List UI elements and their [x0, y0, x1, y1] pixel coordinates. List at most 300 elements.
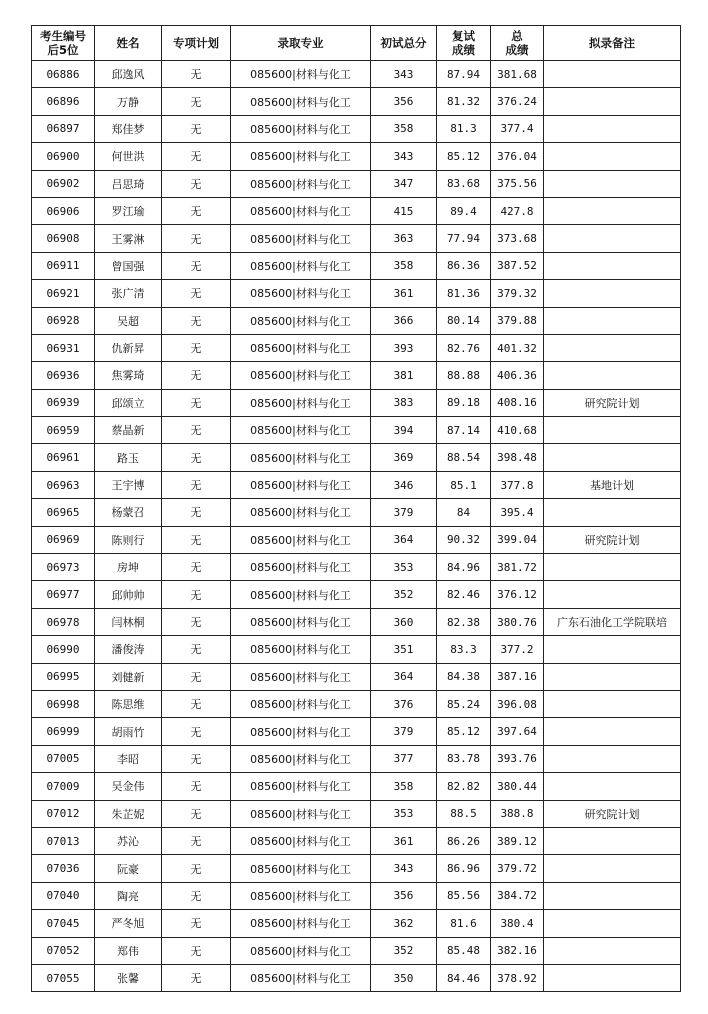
- table-row: [32, 417, 681, 444]
- cell-name: 吴金伟: [95, 773, 162, 800]
- cell-special-plan: 无: [162, 800, 231, 827]
- cell-total-score: 410.68: [491, 417, 544, 444]
- cell-prelim-total: 383: [371, 389, 437, 416]
- cell-retest-score: 84: [437, 499, 491, 526]
- cell-name: 苏沁: [95, 827, 162, 854]
- cell-special-plan: 无: [162, 745, 231, 772]
- table-header: [32, 26, 681, 61]
- header-retest-score: 复试 成绩: [437, 26, 491, 61]
- cell-total-score: 389.12: [491, 827, 544, 854]
- cell-name: 郑佳梦: [95, 115, 162, 142]
- cell-prelim-total: 366: [371, 307, 437, 334]
- cell-candidate-id: 07036: [32, 855, 95, 882]
- cell-prelim-total: 415: [371, 197, 437, 224]
- table-row: [32, 800, 681, 827]
- cell-prelim-total: 358: [371, 773, 437, 800]
- cell-retest-score: 85.12: [437, 718, 491, 745]
- cell-retest-score: 85.48: [437, 937, 491, 964]
- cell-prelim-total: 376: [371, 690, 437, 717]
- table-row: [32, 745, 681, 772]
- cell-remark: [544, 718, 681, 745]
- cell-prelim-total: 394: [371, 417, 437, 444]
- cell-total-score: 398.48: [491, 444, 544, 471]
- cell-retest-score: 89.18: [437, 389, 491, 416]
- cell-prelim-total: 343: [371, 855, 437, 882]
- cell-total-score: 384.72: [491, 882, 544, 909]
- cell-remark: [544, 910, 681, 937]
- cell-prelim-total: 364: [371, 526, 437, 553]
- table-row: [32, 718, 681, 745]
- cell-remark: 基地计划: [544, 471, 681, 498]
- cell-remark: [544, 937, 681, 964]
- cell-major: 085600|材料与化工: [231, 61, 371, 88]
- cell-retest-score: 83.3: [437, 636, 491, 663]
- cell-special-plan: 无: [162, 910, 231, 937]
- cell-special-plan: 无: [162, 827, 231, 854]
- table-row: [32, 280, 681, 307]
- cell-special-plan: 无: [162, 307, 231, 334]
- cell-remark: [544, 115, 681, 142]
- table-row: [32, 225, 681, 252]
- cell-name: 王雾淋: [95, 225, 162, 252]
- cell-major: 085600|材料与化工: [231, 444, 371, 471]
- cell-remark: [544, 773, 681, 800]
- cell-candidate-id: 06977: [32, 581, 95, 608]
- cell-major: 085600|材料与化工: [231, 143, 371, 170]
- cell-prelim-total: 358: [371, 115, 437, 142]
- cell-prelim-total: 350: [371, 964, 437, 991]
- cell-special-plan: 无: [162, 499, 231, 526]
- cell-retest-score: 85.12: [437, 143, 491, 170]
- cell-special-plan: 无: [162, 389, 231, 416]
- cell-name: 严冬旭: [95, 910, 162, 937]
- table-row: [32, 773, 681, 800]
- cell-total-score: 406.36: [491, 362, 544, 389]
- cell-name: 吴超: [95, 307, 162, 334]
- cell-name: 张广清: [95, 280, 162, 307]
- cell-name: 陈思维: [95, 690, 162, 717]
- cell-major: 085600|材料与化工: [231, 362, 371, 389]
- header-name: 姓名: [95, 26, 162, 61]
- table-row: [32, 61, 681, 88]
- cell-retest-score: 81.6: [437, 910, 491, 937]
- cell-retest-score: 83.68: [437, 170, 491, 197]
- cell-major: 085600|材料与化工: [231, 417, 371, 444]
- cell-prelim-total: 353: [371, 800, 437, 827]
- cell-remark: [544, 143, 681, 170]
- cell-special-plan: 无: [162, 225, 231, 252]
- cell-name: 万静: [95, 88, 162, 115]
- cell-prelim-total: 343: [371, 61, 437, 88]
- cell-major: 085600|材料与化工: [231, 745, 371, 772]
- cell-name: 郑伟: [95, 937, 162, 964]
- cell-special-plan: 无: [162, 663, 231, 690]
- cell-candidate-id: 07009: [32, 773, 95, 800]
- cell-remark: [544, 882, 681, 909]
- header-prelim-total: 初试总分: [371, 26, 437, 61]
- cell-prelim-total: 343: [371, 143, 437, 170]
- cell-candidate-id: 07005: [32, 745, 95, 772]
- cell-remark: [544, 252, 681, 279]
- cell-total-score: 379.88: [491, 307, 544, 334]
- table-row: [32, 663, 681, 690]
- cell-name: 蔡晶新: [95, 417, 162, 444]
- cell-remark: [544, 444, 681, 471]
- cell-retest-score: 88.54: [437, 444, 491, 471]
- cell-retest-score: 86.96: [437, 855, 491, 882]
- cell-special-plan: 无: [162, 417, 231, 444]
- cell-retest-score: 86.36: [437, 252, 491, 279]
- cell-total-score: 375.56: [491, 170, 544, 197]
- cell-prelim-total: 352: [371, 581, 437, 608]
- cell-retest-score: 88.5: [437, 800, 491, 827]
- header-special-plan: 专项计划: [162, 26, 231, 61]
- cell-name: 杨蒙召: [95, 499, 162, 526]
- cell-prelim-total: 377: [371, 745, 437, 772]
- cell-retest-score: 84.96: [437, 554, 491, 581]
- cell-candidate-id: 06939: [32, 389, 95, 416]
- table-row: [32, 444, 681, 471]
- cell-prelim-total: 356: [371, 88, 437, 115]
- cell-name: 刘健新: [95, 663, 162, 690]
- cell-remark: [544, 362, 681, 389]
- cell-name: 曾国强: [95, 252, 162, 279]
- cell-remark: [544, 225, 681, 252]
- cell-candidate-id: 06998: [32, 690, 95, 717]
- header-total-score: 总 成绩: [491, 26, 544, 61]
- cell-remark: [544, 636, 681, 663]
- cell-total-score: 380.44: [491, 773, 544, 800]
- table-row: [32, 964, 681, 991]
- cell-candidate-id: 06965: [32, 499, 95, 526]
- cell-name: 路玉: [95, 444, 162, 471]
- cell-candidate-id: 06969: [32, 526, 95, 553]
- cell-major: 085600|材料与化工: [231, 225, 371, 252]
- cell-prelim-total: 360: [371, 608, 437, 635]
- cell-special-plan: 无: [162, 362, 231, 389]
- cell-name: 闫林桐: [95, 608, 162, 635]
- cell-major: 085600|材料与化工: [231, 937, 371, 964]
- cell-candidate-id: 06900: [32, 143, 95, 170]
- cell-major: 085600|材料与化工: [231, 690, 371, 717]
- cell-retest-score: 82.46: [437, 581, 491, 608]
- cell-retest-score: 88.88: [437, 362, 491, 389]
- cell-major: 085600|材料与化工: [231, 663, 371, 690]
- cell-total-score: 381.68: [491, 61, 544, 88]
- table-row: [32, 636, 681, 663]
- cell-prelim-total: 361: [371, 827, 437, 854]
- table-row: [32, 362, 681, 389]
- cell-total-score: 387.16: [491, 663, 544, 690]
- table-body: [32, 61, 681, 992]
- cell-remark: [544, 964, 681, 991]
- cell-retest-score: 90.32: [437, 526, 491, 553]
- cell-special-plan: 无: [162, 444, 231, 471]
- cell-name: 阮豪: [95, 855, 162, 882]
- cell-remark: [544, 663, 681, 690]
- table-row: [32, 937, 681, 964]
- cell-retest-score: 83.78: [437, 745, 491, 772]
- cell-name: 焦雾琦: [95, 362, 162, 389]
- cell-prelim-total: 379: [371, 718, 437, 745]
- table-row: [32, 499, 681, 526]
- cell-special-plan: 无: [162, 170, 231, 197]
- cell-total-score: 376.04: [491, 143, 544, 170]
- cell-total-score: 378.92: [491, 964, 544, 991]
- cell-total-score: 377.2: [491, 636, 544, 663]
- table-row: [32, 855, 681, 882]
- cell-special-plan: 无: [162, 937, 231, 964]
- cell-candidate-id: 07040: [32, 882, 95, 909]
- cell-remark: [544, 170, 681, 197]
- table-row: [32, 115, 681, 142]
- cell-remark: 研究院计划: [544, 800, 681, 827]
- cell-name: 王宇博: [95, 471, 162, 498]
- cell-candidate-id: 06921: [32, 280, 95, 307]
- cell-retest-score: 82.38: [437, 608, 491, 635]
- cell-major: 085600|材料与化工: [231, 115, 371, 142]
- cell-special-plan: 无: [162, 608, 231, 635]
- cell-candidate-id: 07045: [32, 910, 95, 937]
- cell-major: 085600|材料与化工: [231, 471, 371, 498]
- cell-total-score: 427.8: [491, 197, 544, 224]
- cell-retest-score: 84.38: [437, 663, 491, 690]
- cell-retest-score: 89.4: [437, 197, 491, 224]
- cell-total-score: 377.8: [491, 471, 544, 498]
- table-row: [32, 307, 681, 334]
- header-candidate-id: 考生编号 后5位: [32, 26, 95, 61]
- cell-major: 085600|材料与化工: [231, 170, 371, 197]
- cell-remark: 广东石油化工学院联培: [544, 608, 681, 635]
- cell-major: 085600|材料与化工: [231, 197, 371, 224]
- cell-remark: [544, 499, 681, 526]
- cell-major: 085600|材料与化工: [231, 882, 371, 909]
- cell-name: 李昭: [95, 745, 162, 772]
- cell-remark: [544, 554, 681, 581]
- cell-major: 085600|材料与化工: [231, 581, 371, 608]
- cell-candidate-id: 06911: [32, 252, 95, 279]
- cell-special-plan: 无: [162, 855, 231, 882]
- cell-special-plan: 无: [162, 88, 231, 115]
- cell-major: 085600|材料与化工: [231, 773, 371, 800]
- cell-special-plan: 无: [162, 690, 231, 717]
- table-row: [32, 471, 681, 498]
- cell-major: 085600|材料与化工: [231, 280, 371, 307]
- cell-total-score: 388.8: [491, 800, 544, 827]
- cell-candidate-id: 07012: [32, 800, 95, 827]
- cell-special-plan: 无: [162, 280, 231, 307]
- cell-name: 仇新昇: [95, 334, 162, 361]
- cell-retest-score: 85.24: [437, 690, 491, 717]
- cell-prelim-total: 369: [371, 444, 437, 471]
- cell-total-score: 399.04: [491, 526, 544, 553]
- cell-total-score: 376.12: [491, 581, 544, 608]
- cell-prelim-total: 353: [371, 554, 437, 581]
- cell-retest-score: 77.94: [437, 225, 491, 252]
- cell-major: 085600|材料与化工: [231, 800, 371, 827]
- table-row: [32, 334, 681, 361]
- cell-prelim-total: 346: [371, 471, 437, 498]
- cell-candidate-id: 06995: [32, 663, 95, 690]
- cell-major: 085600|材料与化工: [231, 827, 371, 854]
- table-row: [32, 690, 681, 717]
- cell-prelim-total: 379: [371, 499, 437, 526]
- cell-special-plan: 无: [162, 61, 231, 88]
- header-row: [32, 26, 681, 61]
- cell-candidate-id: 07055: [32, 964, 95, 991]
- cell-major: 085600|材料与化工: [231, 855, 371, 882]
- cell-total-score: 381.72: [491, 554, 544, 581]
- cell-candidate-id: 06928: [32, 307, 95, 334]
- cell-candidate-id: 06973: [32, 554, 95, 581]
- cell-special-plan: 无: [162, 143, 231, 170]
- cell-retest-score: 81.3: [437, 115, 491, 142]
- cell-special-plan: 无: [162, 964, 231, 991]
- cell-total-score: 387.52: [491, 252, 544, 279]
- cell-name: 罗江瑜: [95, 197, 162, 224]
- cell-candidate-id: 06961: [32, 444, 95, 471]
- cell-major: 085600|材料与化工: [231, 718, 371, 745]
- cell-retest-score: 84.46: [437, 964, 491, 991]
- cell-name: 张馨: [95, 964, 162, 991]
- cell-candidate-id: 06936: [32, 362, 95, 389]
- cell-remark: [544, 690, 681, 717]
- cell-major: 085600|材料与化工: [231, 910, 371, 937]
- admission-table: [31, 25, 681, 992]
- cell-special-plan: 无: [162, 554, 231, 581]
- cell-remark: [544, 581, 681, 608]
- cell-major: 085600|材料与化工: [231, 964, 371, 991]
- cell-remark: [544, 745, 681, 772]
- table-row: [32, 554, 681, 581]
- cell-prelim-total: 351: [371, 636, 437, 663]
- table-row: [32, 88, 681, 115]
- table-row: [32, 827, 681, 854]
- table-row: [32, 882, 681, 909]
- cell-candidate-id: 07013: [32, 827, 95, 854]
- cell-special-plan: 无: [162, 882, 231, 909]
- cell-name: 邱逸风: [95, 61, 162, 88]
- cell-special-plan: 无: [162, 252, 231, 279]
- cell-candidate-id: 06908: [32, 225, 95, 252]
- cell-name: 陶亮: [95, 882, 162, 909]
- cell-remark: [544, 307, 681, 334]
- cell-total-score: 380.4: [491, 910, 544, 937]
- cell-major: 085600|材料与化工: [231, 526, 371, 553]
- cell-major: 085600|材料与化工: [231, 307, 371, 334]
- cell-remark: [544, 855, 681, 882]
- cell-candidate-id: 06959: [32, 417, 95, 444]
- cell-major: 085600|材料与化工: [231, 252, 371, 279]
- cell-candidate-id: 06963: [32, 471, 95, 498]
- cell-retest-score: 85.1: [437, 471, 491, 498]
- cell-prelim-total: 358: [371, 252, 437, 279]
- cell-candidate-id: 06902: [32, 170, 95, 197]
- cell-retest-score: 80.14: [437, 307, 491, 334]
- table-row: [32, 526, 681, 553]
- cell-major: 085600|材料与化工: [231, 636, 371, 663]
- cell-special-plan: 无: [162, 718, 231, 745]
- cell-candidate-id: 06897: [32, 115, 95, 142]
- cell-candidate-id: 06886: [32, 61, 95, 88]
- cell-remark: 研究院计划: [544, 389, 681, 416]
- cell-prelim-total: 363: [371, 225, 437, 252]
- cell-special-plan: 无: [162, 581, 231, 608]
- cell-special-plan: 无: [162, 636, 231, 663]
- cell-total-score: 379.32: [491, 280, 544, 307]
- cell-prelim-total: 347: [371, 170, 437, 197]
- cell-prelim-total: 362: [371, 910, 437, 937]
- cell-total-score: 382.16: [491, 937, 544, 964]
- cell-retest-score: 87.94: [437, 61, 491, 88]
- cell-total-score: 379.72: [491, 855, 544, 882]
- cell-prelim-total: 361: [371, 280, 437, 307]
- cell-retest-score: 82.76: [437, 334, 491, 361]
- cell-special-plan: 无: [162, 197, 231, 224]
- cell-prelim-total: 381: [371, 362, 437, 389]
- cell-remark: [544, 280, 681, 307]
- cell-name: 潘俊涛: [95, 636, 162, 663]
- cell-prelim-total: 393: [371, 334, 437, 361]
- header-major: 录取专业: [231, 26, 371, 61]
- cell-total-score: 395.4: [491, 499, 544, 526]
- cell-candidate-id: 06978: [32, 608, 95, 635]
- cell-name: 胡雨竹: [95, 718, 162, 745]
- cell-remark: [544, 197, 681, 224]
- cell-name: 房坤: [95, 554, 162, 581]
- cell-major: 085600|材料与化工: [231, 608, 371, 635]
- table-row: [32, 389, 681, 416]
- cell-remark: 研究院计划: [544, 526, 681, 553]
- cell-remark: [544, 61, 681, 88]
- table-row: [32, 581, 681, 608]
- cell-prelim-total: 364: [371, 663, 437, 690]
- cell-name: 何世洪: [95, 143, 162, 170]
- cell-candidate-id: 06906: [32, 197, 95, 224]
- cell-special-plan: 无: [162, 115, 231, 142]
- cell-retest-score: 85.56: [437, 882, 491, 909]
- cell-total-score: 373.68: [491, 225, 544, 252]
- cell-candidate-id: 07052: [32, 937, 95, 964]
- table-row: [32, 252, 681, 279]
- cell-total-score: 408.16: [491, 389, 544, 416]
- cell-total-score: 377.4: [491, 115, 544, 142]
- cell-major: 085600|材料与化工: [231, 554, 371, 581]
- cell-total-score: 380.76: [491, 608, 544, 635]
- cell-retest-score: 87.14: [437, 417, 491, 444]
- cell-special-plan: 无: [162, 471, 231, 498]
- cell-retest-score: 81.32: [437, 88, 491, 115]
- cell-candidate-id: 06896: [32, 88, 95, 115]
- cell-remark: [544, 88, 681, 115]
- cell-total-score: 376.24: [491, 88, 544, 115]
- cell-total-score: 397.64: [491, 718, 544, 745]
- cell-total-score: 401.32: [491, 334, 544, 361]
- table-row: [32, 910, 681, 937]
- cell-special-plan: 无: [162, 773, 231, 800]
- cell-remark: [544, 334, 681, 361]
- cell-special-plan: 无: [162, 334, 231, 361]
- cell-major: 085600|材料与化工: [231, 334, 371, 361]
- cell-candidate-id: 06931: [32, 334, 95, 361]
- cell-name: 朱芷妮: [95, 800, 162, 827]
- table-row: [32, 608, 681, 635]
- cell-name: 邱帅帅: [95, 581, 162, 608]
- cell-candidate-id: 06990: [32, 636, 95, 663]
- cell-special-plan: 无: [162, 526, 231, 553]
- cell-major: 085600|材料与化工: [231, 389, 371, 416]
- cell-remark: [544, 417, 681, 444]
